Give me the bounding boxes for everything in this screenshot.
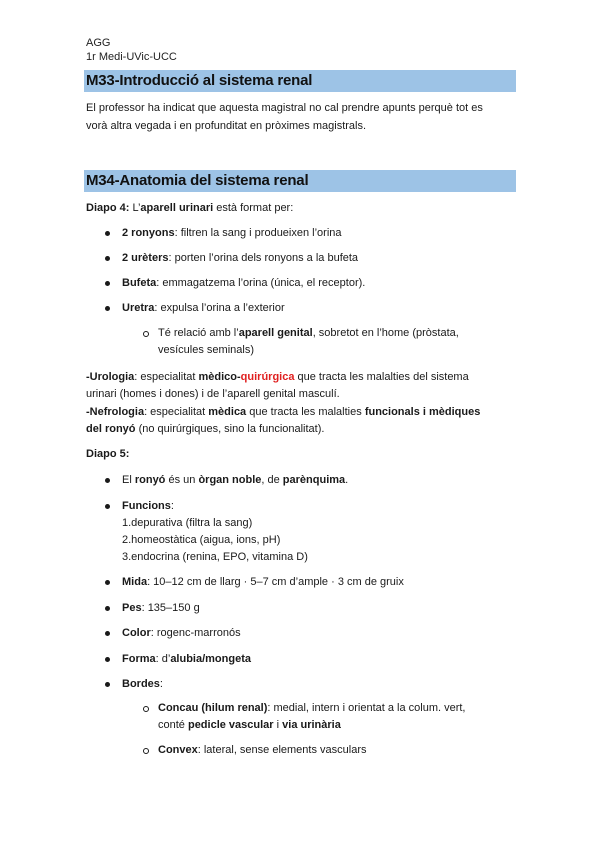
sub-text: conté — [158, 719, 188, 731]
item-term: Bordes — [122, 678, 160, 690]
list-item-ronyons — [122, 225, 516, 243]
diapo5-label-text: Diapo 5: — [86, 448, 130, 460]
item-term: Mida — [122, 576, 148, 588]
nefrologia-bold: del ronyó — [86, 423, 136, 435]
item-term: Forma — [122, 653, 156, 665]
sub-term: Convex — [158, 744, 198, 756]
urologia-bold: mèdico- — [198, 371, 241, 383]
sub-bullet-circle — [143, 706, 149, 712]
item-term: alubia/mongeta — [170, 653, 251, 665]
sublist-item-concau-line1 — [158, 700, 516, 718]
nefrologia-bold: funcionals i mèdiques — [364, 406, 481, 418]
item-text: : — [159, 678, 163, 690]
urologia-line2: urinari (homes i dones) i de l’aparell genital masculí. — [86, 388, 340, 400]
intro-note-line2: vorà altra vegada i en profunditat en pròximes magistrals. — [86, 120, 367, 132]
list-item-forma — [122, 651, 516, 669]
diapo4-post: està format per: — [213, 202, 294, 214]
bullet-dot — [105, 657, 110, 662]
item-term: parènquima — [282, 474, 346, 486]
header-course: 1r Medi-UVic-UCC — [86, 51, 177, 63]
item-term: òrgan noble — [198, 474, 262, 486]
item-term: Pes — [122, 602, 142, 614]
sub-term: pedicle vascular — [187, 719, 274, 731]
list-item-funcions — [122, 498, 516, 516]
bullet-dot — [105, 281, 110, 286]
item-text: : d’ — [155, 653, 171, 665]
urologia-term: -Urologia — [86, 371, 135, 383]
list-item-color — [122, 625, 516, 643]
nefrologia-bold: mèdica — [208, 406, 247, 418]
sublist-item-concau-line2 — [158, 717, 516, 735]
list-item-bordes — [122, 676, 516, 694]
bullet-dot — [105, 580, 110, 585]
section-heading-m34: M34-Anatomia del sistema renal — [84, 170, 516, 192]
item-term: Color — [122, 627, 151, 639]
bullet-dot — [105, 606, 110, 611]
sub-term: aparell genital — [238, 327, 313, 339]
diapo4-pre: L’ — [129, 202, 141, 214]
item-text: , de — [261, 474, 283, 486]
sublist-item-genital-line1 — [158, 325, 516, 343]
header-author: AGG — [86, 37, 111, 49]
sub-term: via urinària — [282, 719, 341, 731]
item-term: ronyó — [134, 474, 166, 486]
intro-note-line1: El professor ha indicat que aquesta magistral no cal prendre apunts perquè tot es — [86, 102, 483, 114]
item-text: : porten l’orina dels ronyons a la bufeta — [168, 252, 359, 264]
item-text: : rogenc-marronós — [150, 627, 241, 639]
bullet-dot — [105, 306, 110, 311]
nefrologia-text: que tracta les malalties — [246, 406, 365, 418]
nefrologia-text: : especialitat — [144, 406, 209, 418]
item-term: Bufeta — [122, 277, 157, 289]
sub-text: i — [273, 719, 283, 731]
item-text: : emmagatzema l’orina (única, el receptor). — [156, 277, 366, 289]
sublist-item-convex — [158, 742, 516, 760]
sub-bullet-circle — [143, 748, 149, 754]
sub-text: Té relació amb l’ — [158, 327, 239, 339]
funcio-2: 2.homeostàtica (aigua, ions, pH) — [122, 534, 281, 546]
list-item-organ-noble — [122, 472, 516, 490]
item-term: 2 urèters — [122, 252, 169, 264]
list-item-mida — [122, 574, 516, 592]
funcio-1: 1.depurativa (filtra la sang) — [122, 517, 253, 529]
item-text: El — [122, 474, 135, 486]
diapo4-intro — [86, 200, 516, 218]
item-text: és un — [165, 474, 199, 486]
sub-bullet-circle — [143, 331, 149, 337]
diapo4-term: aparell urinari — [140, 202, 214, 214]
list-item-uretra — [122, 300, 516, 318]
list-item-bufeta — [122, 275, 516, 293]
sub-text: , sobretot en l’home (pròstata, — [312, 327, 459, 339]
nefrologia-term: -Nefrologia — [86, 406, 145, 418]
list-item-ureters — [122, 250, 516, 268]
sublist-item-genital-line2: vesícules seminals) — [158, 344, 254, 356]
bullet-dot — [105, 256, 110, 261]
bullet-dot — [105, 478, 110, 483]
urologia-highlight: quirúrgica — [240, 371, 295, 383]
urologia-text: : especialitat — [134, 371, 199, 383]
sub-text: : medial, intern i orientat a la colum. vert, — [267, 702, 466, 714]
item-text: . — [345, 474, 349, 486]
sub-text: : lateral, sense elements vasculars — [197, 744, 367, 756]
item-text: : 10–12 cm de llarg · 5–7 cm d’ample · 3 cm de gruix — [147, 576, 404, 588]
diapo4-label: Diapo 4: — [86, 202, 130, 214]
nefrologia-line1 — [86, 404, 516, 422]
nefrologia-line2 — [86, 421, 516, 439]
bullet-dot — [105, 631, 110, 636]
bullet-dot — [105, 504, 110, 509]
item-term: 2 ronyons — [122, 227, 175, 239]
item-term: Funcions — [122, 500, 171, 512]
funcio-3: 3.endocrina (renina, EPO, vitamina D) — [122, 551, 308, 563]
item-text: : filtren la sang i produeixen l’orina — [174, 227, 342, 239]
urologia-text: que tracta les malalties del sistema — [294, 371, 469, 383]
diapo5-label — [86, 446, 516, 464]
sub-term: Concau (hilum renal) — [158, 702, 268, 714]
item-term: Uretra — [122, 302, 155, 314]
section-heading-m33: M33-Introducció al sistema renal — [84, 70, 516, 92]
item-text: : expulsa l’orina a l’exterior — [154, 302, 285, 314]
urologia-line1 — [86, 369, 516, 387]
list-item-pes — [122, 600, 516, 618]
bullet-dot — [105, 682, 110, 687]
nefrologia-text: (no quirúrgiques, sino la funcionalitat). — [135, 423, 325, 435]
item-text: : — [170, 500, 174, 512]
bullet-dot — [105, 231, 110, 236]
item-text: : 135–150 g — [141, 602, 200, 614]
